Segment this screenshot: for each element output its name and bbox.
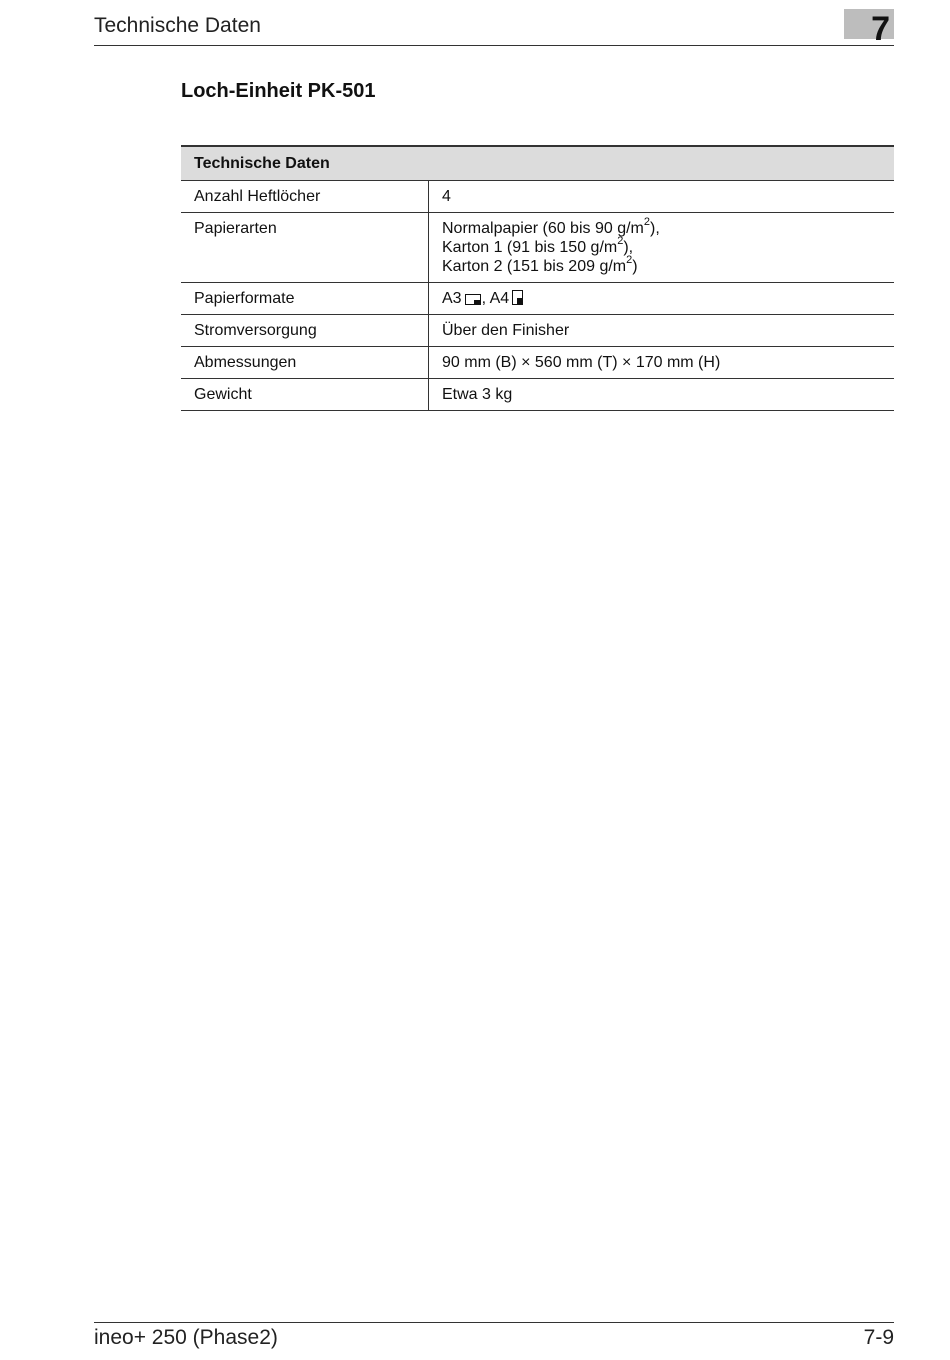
row-label: Anzahl Heftlöcher (181, 181, 429, 213)
chapter-number: 7 (871, 10, 890, 48)
row-value: Über den Finisher (429, 315, 895, 347)
row-label: Gewicht (181, 379, 429, 411)
portrait-paper-icon (512, 290, 523, 305)
page-footer (94, 1322, 894, 1353)
paper-type-tail: ), (650, 220, 660, 237)
row-value: 90 mm (B) × 560 mm (T) × 170 mm (H) (429, 347, 895, 379)
chapter-tab (844, 9, 894, 48)
footer-product-name: ineo+ 250 (Phase2) (94, 1326, 278, 1349)
paper-type-tail: ), (623, 239, 634, 256)
table-header-row (181, 146, 894, 181)
paper-type-line (442, 215, 882, 238)
row-value: Etwa 3 kg (429, 379, 895, 411)
paper-type-text: Normalpapier (60 bis 90 g/m (442, 220, 644, 237)
paper-type-tail: ) (632, 258, 638, 275)
table-row (181, 181, 894, 213)
format-separator: , (481, 290, 490, 307)
table-header: Technische Daten (181, 146, 894, 181)
row-label: Stromversorgung (181, 315, 429, 347)
paper-type-line (442, 234, 882, 257)
table-row (181, 379, 894, 411)
paper-type-text: Karton 2 (151 bis 209 g/m (442, 258, 627, 275)
paper-format-a3: A3 (442, 290, 462, 307)
row-label: Abmessungen (181, 347, 429, 379)
paper-type-line (442, 253, 882, 276)
section-title: Loch-Einheit PK-501 (181, 80, 376, 102)
table-row (181, 347, 894, 379)
row-label: Papierarten (181, 213, 429, 283)
footer-page-number: 7-9 (863, 1326, 894, 1349)
superscript: 2 (626, 253, 633, 266)
header-title: Technische Daten (94, 14, 261, 37)
paper-format-a4: A4 (489, 290, 510, 307)
row-label: Papierformate (181, 283, 429, 315)
spec-table (181, 145, 894, 411)
page-header (94, 12, 894, 46)
table-row (181, 283, 894, 315)
table-row (181, 213, 894, 283)
row-value: 4 (429, 181, 895, 213)
table-row (181, 315, 894, 347)
row-value (429, 213, 895, 283)
landscape-paper-icon (465, 294, 481, 305)
superscript: 2 (643, 215, 650, 228)
row-value (429, 283, 895, 315)
superscript: 2 (617, 234, 624, 247)
paper-type-text: Karton 1 (91 bis 150 g/m (442, 239, 618, 256)
